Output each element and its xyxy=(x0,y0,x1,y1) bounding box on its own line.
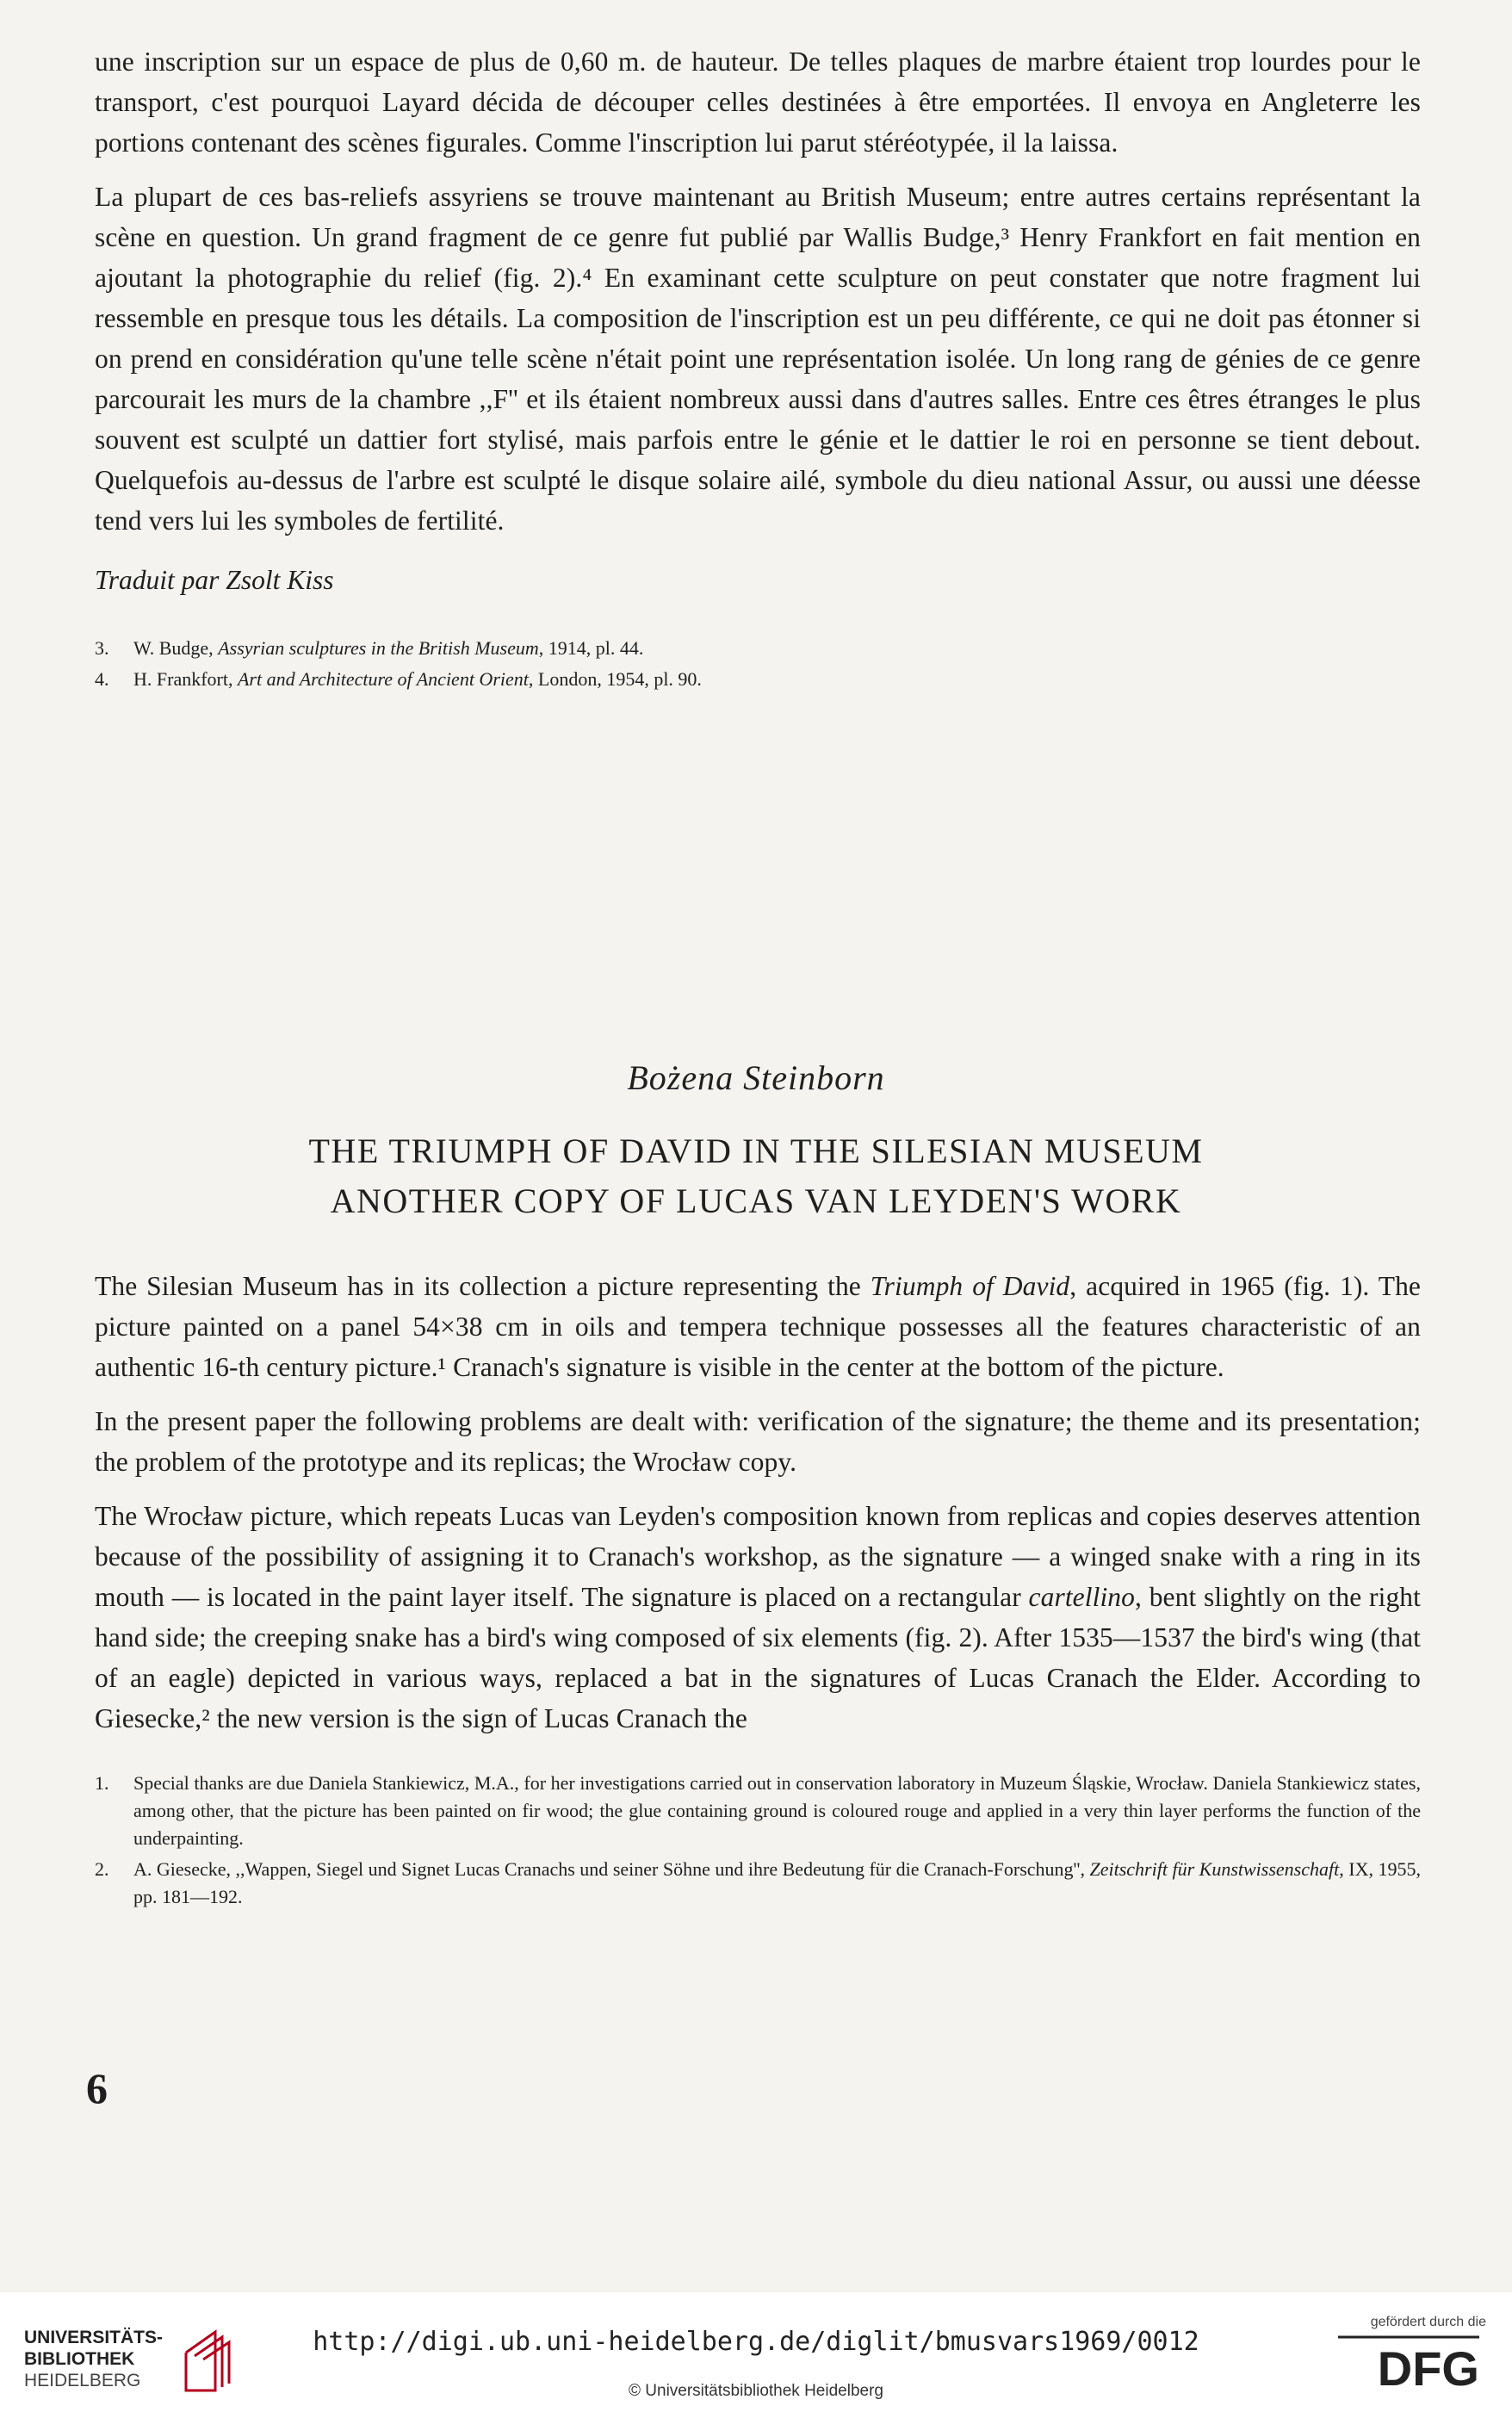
funding-note: gefördert durch die xyxy=(1370,2315,1486,2329)
title-line: ANOTHER COPY OF LUCAS VAN LEYDEN'S WORK xyxy=(330,1181,1182,1220)
paragraph: une inscription sur un espace de plus de 0,60 m. de hauteur. De telles plaques de marbre étaient trop lourdes pour le transport, c'est pourquoi Layard décida de découper celles destinées à être emportées. Il envoya en Angleterre les portions contenant des scènes figurales. Comme l'inscription lui parut stéréotypée, il la laissa. xyxy=(95,47,1421,158)
footnote: 4. H. Frankfort, Art and Architecture of Ancient Orient, London, 1954, pl. 90. xyxy=(95,668,702,690)
top-section xyxy=(95,41,1421,697)
title-line: THE TRIUMPH OF DAVID IN THE SILESIAN MUSEUM xyxy=(308,1132,1204,1170)
paragraph: La plupart de ces bas-reliefs assyriens se trouve maintenant au British Museum; entre autres certains représentant la scène en question. Un grand fragment de ce genre fut publié par Wallis Budge,³ Henry Frankfort en fait mention en ajoutant la photographie du relief (fig. 2).⁴ En examinant cette sculpture on peut constater que notre fragment lui ressemble en presque tous les détails. La composition de l'inscription est un peu différente, ce qui ne doit pas étonner si on prend en considération qu'une telle scène n'était point une représentation isolée. Un long rang de génies de ce genre parcourait les murs de la chambre ,,F'' et ils étaient nombreux aussi dans d'autres salles. Entre ces êtres étranges le plus souvent est sculpté un dattier fort stylisé, mais parfois entre le génie et le dattier le roi en personne se tient debout. Quelquefois au-dessus de l'arbre est sculpté le disque solaire ailé, symbole du dieu national Assur, ou aussi une déesse tend vers lui les symboles de fertilité. xyxy=(95,182,1421,536)
logo-line: HEIDELBERG xyxy=(24,2371,141,2390)
logo-line: BIBLIOTHEK xyxy=(24,2349,135,2369)
article-body xyxy=(95,1266,1421,1914)
translator-credit: Traduit par Zsolt Kiss xyxy=(95,565,334,595)
copyright-notice: © Universitätsbibliothek Heidelberg xyxy=(629,2382,883,2400)
permalink-url[interactable]: http://digi.ub.uni-heidelberg.de/diglit/bmusvars1969/0012 xyxy=(313,2327,1199,2357)
footnotes-bottom xyxy=(95,1770,1421,1911)
article-author: Bożena Steinborn xyxy=(627,1058,885,1097)
paragraph: The Silesian Museum has in its collection a picture representing the Triumph of David, acquired in 1965 (fig. 1). The picture painted on a panel 54×38 cm in oils and tempera technique possesses all the features characteristic of an authentic 16-th century picture.¹ Cranach's signature is visible in the center at the bottom of the picture. xyxy=(95,1271,1421,1382)
paragraph: The Wrocław picture, which repeats Lucas van Leyden's composition known from replicas and copies deserves attention because of the possibility of assigning it to Cranach's workshop, as the signature — a winged snake with a ring in its mouth — is located in the paint layer itself. The signature is placed on a rectangular cartellino, bent slightly on the right hand side; the creeping snake has a bird's wing composed of six elements (fig. 2). After 1535—1537 the bird's wing (that of an eagle) depicted in various ways, replaced a bat in the signatures of Lucas Cranach the Elder. According to Giesecke,² the new version is the sign of Lucas Cranach the xyxy=(95,1501,1421,1733)
footnotes-top xyxy=(95,635,1421,693)
logo-line: UNIVERSITÄTS- xyxy=(24,2328,164,2347)
dfg-logo-icon xyxy=(1331,2332,1486,2392)
funder-block[interactable] xyxy=(1331,2315,1486,2401)
viewer-footer xyxy=(0,2292,1512,2412)
funder-logo-text: DFG xyxy=(1377,2341,1479,2392)
paragraph: In the present paper the following problems are dealt with: verification of the signature; the theme and its presentation; the problem of the prototype and its replicas; the Wrocław copy. xyxy=(95,1406,1421,1477)
footnote: 3. W. Budge, Assyrian sculptures in the British Museum, 1914, pl. 44. xyxy=(95,637,644,659)
page-number: 6 xyxy=(86,2064,108,2112)
footnote: 2. A. Giesecke, ,,Wappen, Siegel und Signet Lucas Cranachs und seiner Söhne und ihre Bedeutung für die Cranach-Forschung'', Zeitschrift für Kunstwissenschaft, IX, 1955, pp. 181—192. xyxy=(95,1858,1422,1907)
footnote: 1. Special thanks are due Daniela Stankiewicz, M.A., for her investigations carried out in conservation laboratory in Muzeum Śląskie, Wrocław. Daniela Stankiewicz states, among other, that the picture has been painted on fir wood; the glue containing ground is coloured rouge and applied in a very thin layer performs the function of the underpainting. xyxy=(95,1772,1421,1849)
article-title xyxy=(0,1126,1512,1226)
